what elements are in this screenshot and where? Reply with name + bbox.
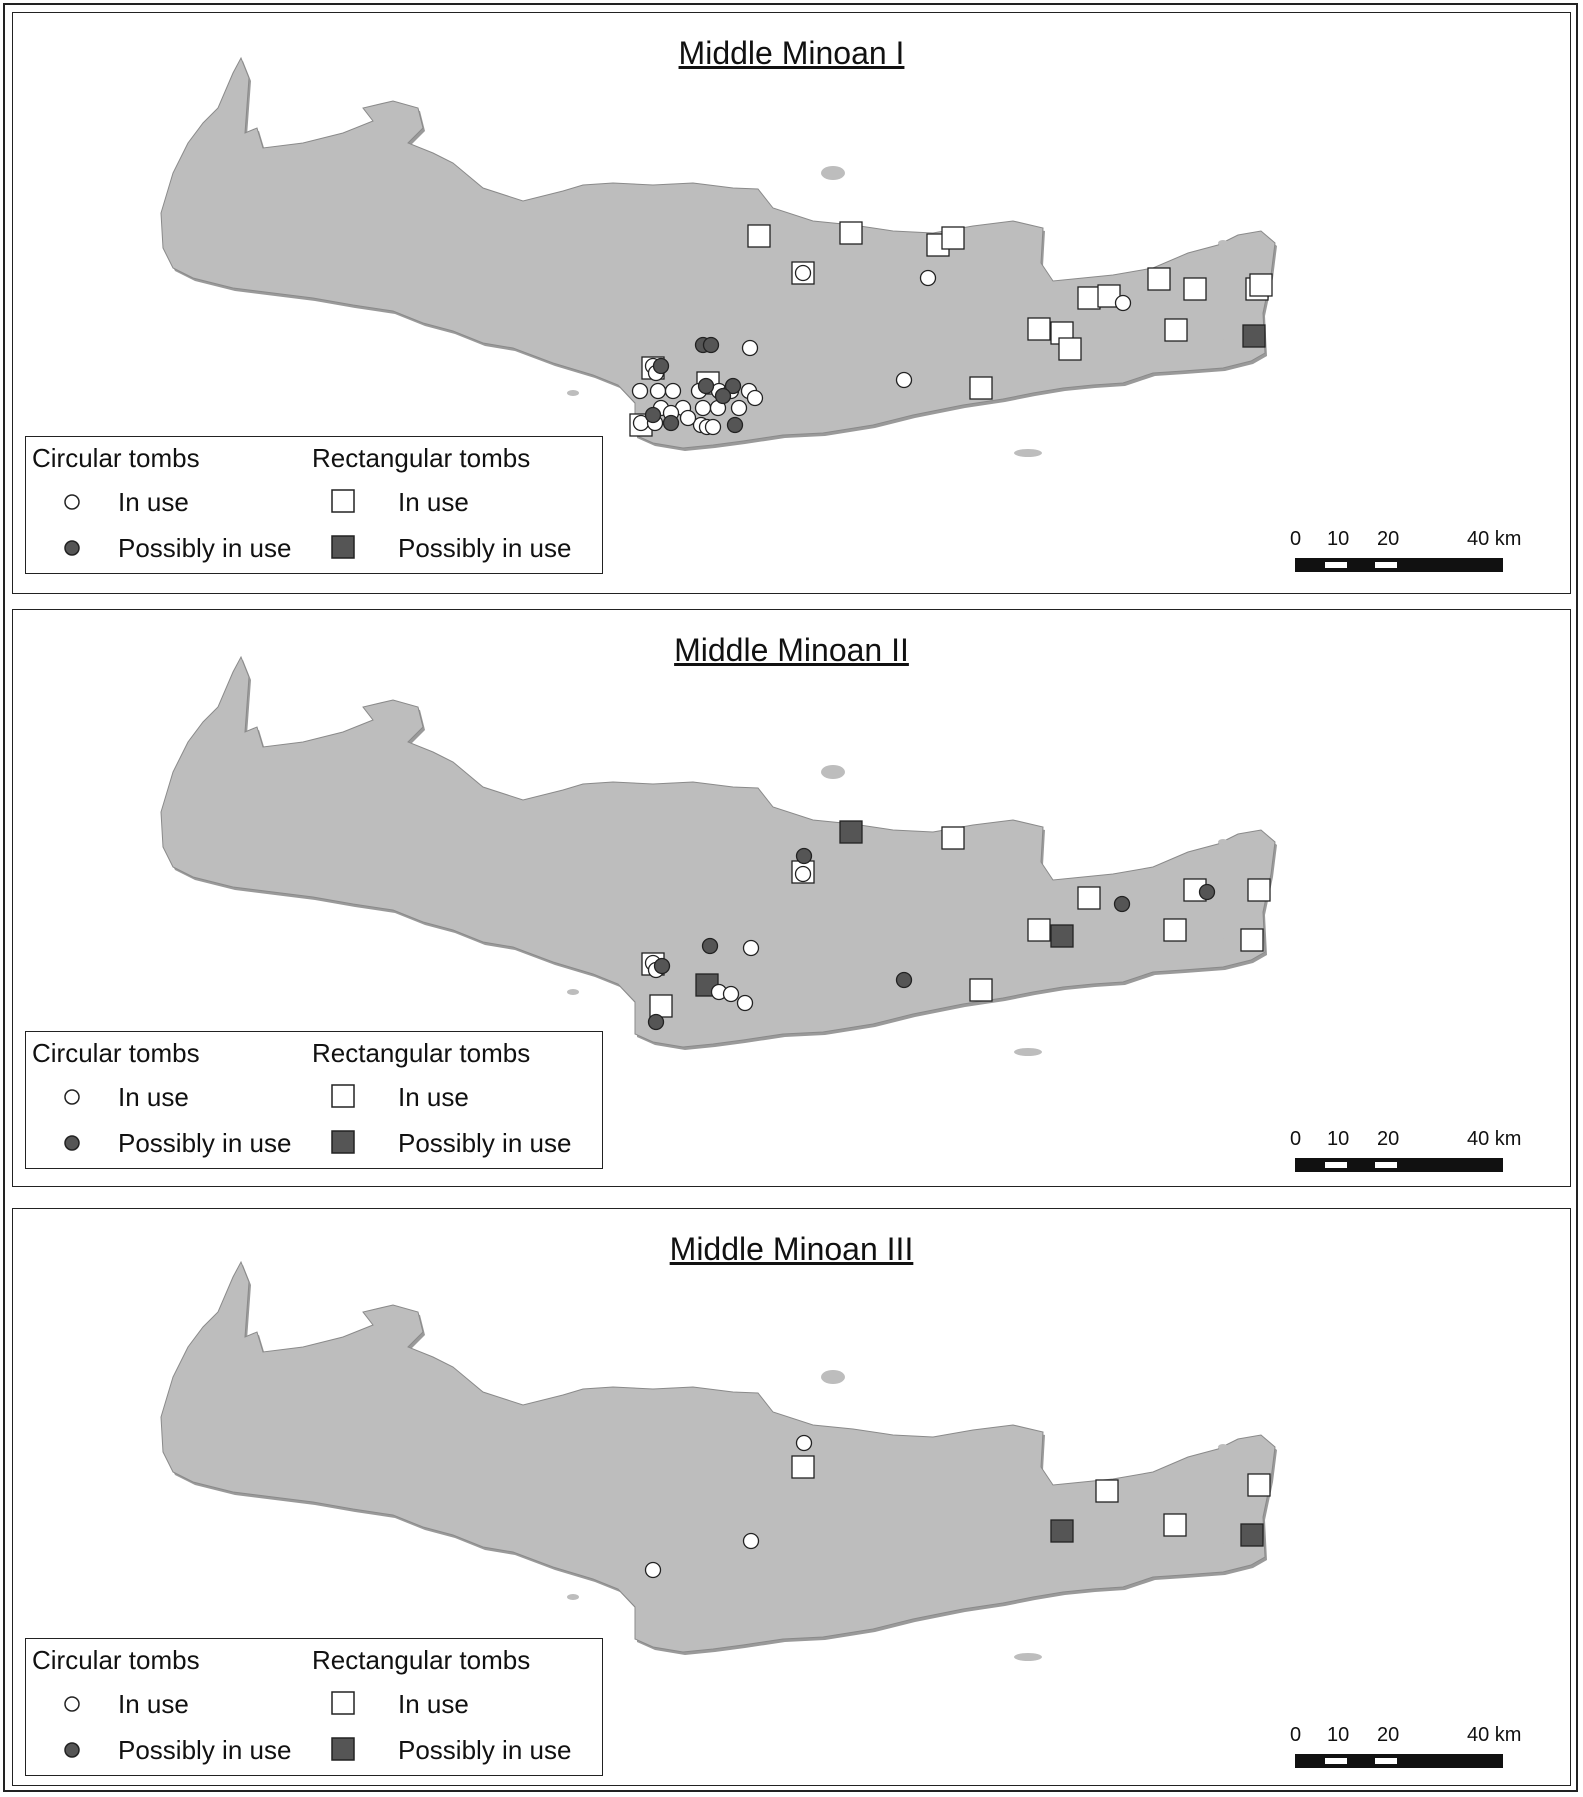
rectangular-tomb-in-use xyxy=(1241,929,1263,951)
circular-tomb-in-use xyxy=(748,391,763,406)
rectangular-tomb-in-use xyxy=(1028,318,1050,340)
scale-tick-40: 40 km xyxy=(1467,1128,1522,1150)
circular-tomb-in-use xyxy=(743,341,758,356)
legend-square-possibly: Possibly in use xyxy=(398,1128,572,1158)
islet xyxy=(567,1594,579,1600)
rectangular-tomb-in-use xyxy=(1248,1474,1270,1496)
panel-mm2 xyxy=(12,609,1571,1187)
rectangular-tomb-in-use xyxy=(970,979,992,1001)
scale-tick-20: 20 xyxy=(1377,528,1400,550)
legend-square-in-use: In use xyxy=(398,487,469,517)
legend-rectangular-heading: Rectangular tombs xyxy=(312,1645,531,1675)
rectangular-tomb-in-use xyxy=(792,1456,814,1478)
rectangular-tomb-in-use xyxy=(1078,887,1100,909)
islet xyxy=(1212,335,1224,341)
islet xyxy=(1218,839,1228,845)
circular-tomb-in-use xyxy=(921,271,936,286)
legend-square-possibly: Possibly in use xyxy=(398,533,572,563)
circular-tomb-possibly-in-use xyxy=(655,959,670,974)
circular-tomb-possibly-in-use xyxy=(664,416,679,431)
circular-tomb-in-use xyxy=(796,867,811,882)
islet xyxy=(1014,1653,1042,1661)
circular-tomb-in-use xyxy=(744,1534,759,1549)
panel-mm1 xyxy=(12,12,1571,594)
islet xyxy=(1014,1048,1042,1056)
circular-tomb-possibly-in-use xyxy=(716,389,731,404)
scale-tick-0: 0 xyxy=(1290,1128,1302,1150)
rectangular-tomb-in-use xyxy=(970,377,992,399)
open-circle-icon xyxy=(62,1087,82,1107)
legend-square-in-use: In use xyxy=(398,1082,469,1112)
panel-title: Middle Minoan III xyxy=(669,1231,914,1267)
panel-title: Middle Minoan I xyxy=(678,35,905,71)
legend-circular-heading: Circular tombs xyxy=(32,1038,200,1068)
scale-bar-graphic xyxy=(1295,558,1503,572)
circular-tomb-in-use xyxy=(651,384,666,399)
scale-tick-10: 10 xyxy=(1327,1128,1350,1150)
crete-island xyxy=(161,1262,1275,1652)
rectangular-tomb-possibly-in-use xyxy=(1051,1520,1073,1542)
rectangular-tomb-in-use xyxy=(650,995,672,1017)
circular-tomb-in-use xyxy=(666,384,681,399)
legend-circle-in-use: In use xyxy=(118,1689,189,1719)
rectangular-tomb-possibly-in-use xyxy=(840,821,862,843)
scale-tick-10: 10 xyxy=(1327,528,1350,550)
islet xyxy=(1218,1444,1228,1450)
islet xyxy=(1212,1539,1224,1545)
rectangular-tomb-in-use xyxy=(1248,879,1270,901)
rectangular-tomb-in-use xyxy=(1078,287,1100,309)
rectangular-tomb-in-use xyxy=(1096,1480,1118,1502)
rectangular-tomb-in-use xyxy=(942,827,964,849)
circular-tomb-possibly-in-use xyxy=(1115,897,1130,912)
legend-circle-in-use: In use xyxy=(118,1082,189,1112)
rectangular-tomb-possibly-in-use xyxy=(1243,325,1265,347)
panel-title: Middle Minoan II xyxy=(674,632,909,668)
islet xyxy=(821,1370,845,1384)
rectangular-tomb-in-use xyxy=(748,225,770,247)
circular-tomb-possibly-in-use xyxy=(649,1015,664,1030)
filled-square-icon xyxy=(330,1129,356,1155)
legend xyxy=(25,1638,603,1776)
circular-tomb-in-use xyxy=(633,384,648,399)
islet xyxy=(1212,934,1224,940)
legend-circular-heading: Circular tombs xyxy=(32,443,200,473)
open-circle-icon xyxy=(62,1694,82,1714)
circular-tomb-in-use xyxy=(732,401,747,416)
panel-mm3 xyxy=(12,1208,1571,1786)
circular-tomb-in-use xyxy=(724,987,739,1002)
circular-tomb-possibly-in-use xyxy=(704,338,719,353)
circular-tomb-possibly-in-use xyxy=(703,939,718,954)
scale-tick-0: 0 xyxy=(1290,1724,1302,1746)
legend-rectangular-heading: Rectangular tombs xyxy=(312,443,531,473)
scale-bar-graphic xyxy=(1295,1158,1503,1172)
scale-tick-40: 40 km xyxy=(1467,528,1522,550)
rectangular-tomb-in-use xyxy=(942,227,964,249)
circular-tomb-in-use xyxy=(897,373,912,388)
circular-tomb-possibly-in-use xyxy=(897,973,912,988)
rectangular-tomb-in-use xyxy=(1164,1514,1186,1536)
circular-tomb-possibly-in-use xyxy=(654,359,669,374)
legend-square-in-use: In use xyxy=(398,1689,469,1719)
circular-tomb-in-use xyxy=(738,996,753,1011)
filled-square-icon xyxy=(330,534,356,560)
circular-tomb-in-use xyxy=(646,1563,661,1578)
circular-tomb-possibly-in-use xyxy=(728,418,743,433)
scale-bar-graphic xyxy=(1295,1754,1503,1768)
circular-tomb-possibly-in-use xyxy=(646,408,661,423)
legend xyxy=(25,1031,603,1169)
scale-tick-0: 0 xyxy=(1290,528,1302,550)
rectangular-tomb-in-use xyxy=(1148,268,1170,290)
legend-circle-in-use: In use xyxy=(118,487,189,517)
scale-bar xyxy=(1283,528,1543,588)
scale-tick-10: 10 xyxy=(1327,1724,1350,1746)
rectangular-tomb-in-use xyxy=(840,222,862,244)
islet xyxy=(1014,449,1042,457)
open-circle-icon xyxy=(62,492,82,512)
legend-square-possibly: Possibly in use xyxy=(398,1735,572,1765)
legend-rectangular-heading: Rectangular tombs xyxy=(312,1038,531,1068)
rectangular-tomb-in-use xyxy=(1165,319,1187,341)
rectangular-tomb-in-use xyxy=(1028,919,1050,941)
circular-tomb-in-use xyxy=(706,420,721,435)
circular-tomb-possibly-in-use xyxy=(797,849,812,864)
rectangular-tomb-in-use xyxy=(1164,919,1186,941)
filled-circle-icon xyxy=(62,1740,82,1760)
rectangular-tomb-in-use xyxy=(1059,338,1081,360)
open-square-icon xyxy=(330,1690,356,1716)
rectangular-tomb-in-use xyxy=(1184,278,1206,300)
legend xyxy=(25,436,603,574)
circular-tomb-in-use xyxy=(744,941,759,956)
islet xyxy=(821,765,845,779)
circular-tomb-in-use xyxy=(696,401,711,416)
scale-bar xyxy=(1283,1724,1543,1784)
open-square-icon xyxy=(330,488,356,514)
islet xyxy=(567,989,579,995)
legend-circle-possibly: Possibly in use xyxy=(118,1735,292,1765)
filled-circle-icon xyxy=(62,1133,82,1153)
legend-circular-heading: Circular tombs xyxy=(32,1645,200,1675)
islet xyxy=(1218,240,1228,246)
circular-tomb-in-use xyxy=(681,411,696,426)
scale-tick-40: 40 km xyxy=(1467,1724,1522,1746)
scale-tick-20: 20 xyxy=(1377,1128,1400,1150)
circular-tomb-in-use xyxy=(797,1436,812,1451)
scale-tick-20: 20 xyxy=(1377,1724,1400,1746)
islet xyxy=(567,390,579,396)
filled-circle-icon xyxy=(62,538,82,558)
islet xyxy=(821,166,845,180)
circular-tomb-possibly-in-use xyxy=(1200,885,1215,900)
rectangular-tomb-possibly-in-use xyxy=(1051,925,1073,947)
circular-tomb-in-use xyxy=(1116,296,1131,311)
circular-tomb-possibly-in-use xyxy=(699,379,714,394)
filled-square-icon xyxy=(330,1736,356,1762)
circular-tomb-in-use xyxy=(796,266,811,281)
scale-bar xyxy=(1283,1128,1543,1188)
legend-circle-possibly: Possibly in use xyxy=(118,533,292,563)
rectangular-tomb-possibly-in-use xyxy=(1241,1524,1263,1546)
rectangular-tomb-in-use xyxy=(1250,274,1272,296)
legend-circle-possibly: Possibly in use xyxy=(118,1128,292,1158)
open-square-icon xyxy=(330,1083,356,1109)
